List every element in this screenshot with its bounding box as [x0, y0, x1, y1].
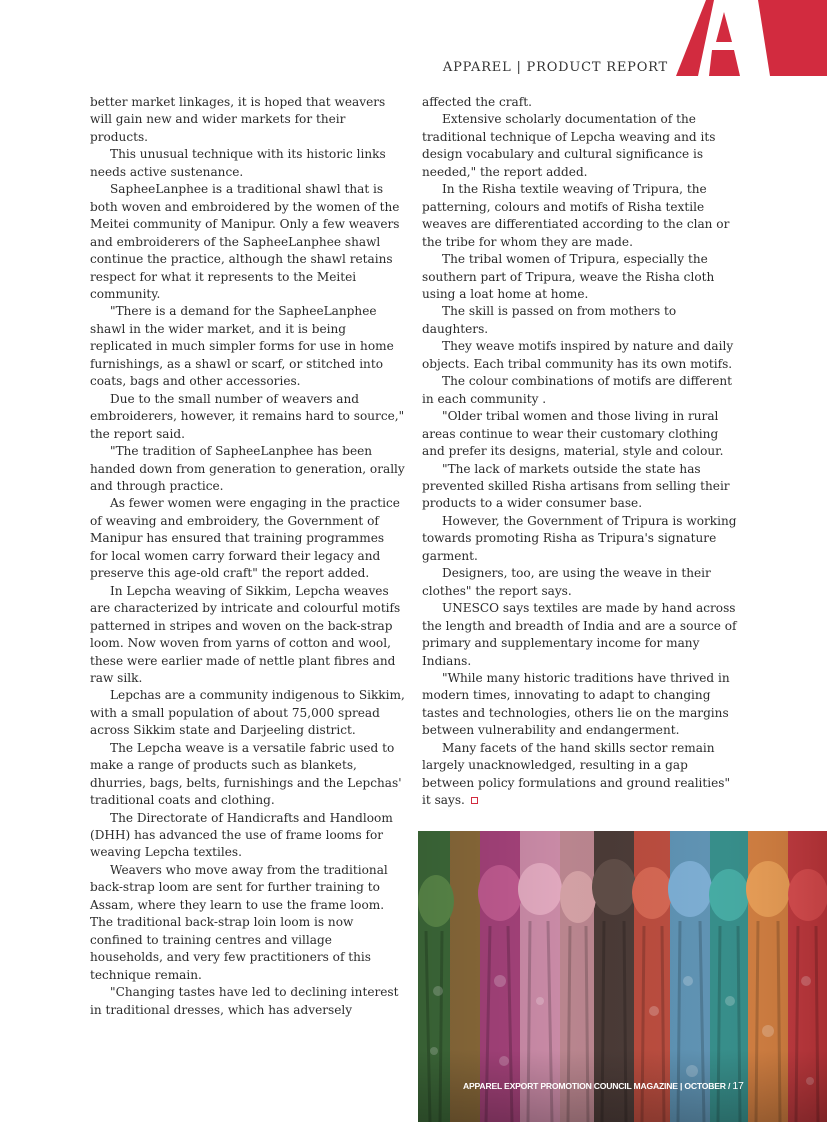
- footer-magazine-name: APPAREL EXPORT PROMOTION COUNCIL MAGAZINE | OCTOBER /: [463, 1081, 731, 1091]
- end-of-article-icon: [471, 797, 478, 804]
- paragraph: "The lack of markets outside the state has prevented skilled Risha artisans from selling their products to a wider consumer base.: [422, 461, 730, 511]
- paragraph: UNESCO says textiles are made by hand across the length and breadth of India and are a source of primary and supplementary income for many Indians.: [422, 601, 737, 668]
- paragraph: The skill is passed on from mothers to daughters.: [422, 304, 677, 336]
- paragraph-text: Many facets of the hand skills sector remain largely unacknowledged, resulting in a gap between policy formulations and ground realities" it says.: [422, 740, 731, 808]
- paragraph: SapheeLanphee is a traditional shawl that is both woven and embroidered by the women of the Meitei community of Manipur. Only a few weavers and embroiderers of the SapheeLanphee shawl continue the practice, although the shawl retains respect for what it represents to the Meitei community.: [90, 182, 400, 301]
- paragraph-last: [422, 740, 740, 810]
- paragraph: The colour combinations of motifs are different in each community .: [422, 374, 732, 406]
- paragraph: Designers, too, are using the weave in their clothes" the report says.: [422, 566, 711, 598]
- paragraph: They weave motifs inspired by nature and daily objects. Each tribal community has its own motifs.: [422, 339, 734, 371]
- scarves-photo: [418, 831, 827, 1122]
- paragraph: "The tradition of SapheeLanphee has been handed down from generation to generation, orally and through practice.: [90, 444, 405, 493]
- paragraph: However, the Government of Tripura is working towards promoting Risha as Tripura's signature garment.: [422, 513, 737, 563]
- article-column-left: [90, 94, 405, 1019]
- paragraph: "Changing tastes have led to declining interest in traditional dresses, which has adversely: [90, 985, 399, 1017]
- paragraph: Lepchas are a community indigenous to Sikkim, with a small population of about 75,000 spread across Sikkim state and Darjeeling district.: [90, 688, 405, 738]
- paragraph: Due to the small number of weavers and embroiderers, however, it remains hard to source," the report said.: [90, 391, 405, 441]
- paragraph: better market linkages, it is hoped that weavers will gain new and wider markets for their products.: [90, 95, 386, 144]
- paragraph: "Older tribal women and those living in rural areas continue to wear their customary clothing and prefer its designs, material, style and colour.: [422, 409, 724, 459]
- page-footer: [463, 1080, 743, 1092]
- paragraph: Weavers who move away from the traditional back-strap loom are sent for further training to Assam, where they learn to use the frame loom. The traditional back-strap loin loom is now confined to training centres and village households, and very few practitioners of this technique remain.: [90, 862, 388, 982]
- paragraph: As fewer women were engaging in the practice of weaving and embroidery, the Government of Manipur has ensured that training programmes for local women carry forward their legacy and preserve this age-old craft" the report added.: [90, 496, 400, 581]
- page-number: 17: [732, 1080, 744, 1092]
- paragraph: The Directorate of Handicrafts and Handloom (DHH) has advanced the use of frame looms for weaving Lepcha textiles.: [90, 810, 393, 860]
- paragraph: affected the craft.: [422, 95, 532, 109]
- magazine-logo: [676, 0, 827, 76]
- paragraph: In Lepcha weaving of Sikkim, Lepcha weaves are characterized by intricate and colourful motifs patterned in stripes and woven on the back-strap loom. Now woven from yarns of cotton and wool, these were earlier made of nettle plant fibres and raw silk.: [90, 583, 401, 685]
- paragraph: In the Risha textile weaving of Tripura, the patterning, colours and motifs of Risha textile weaves are differentiated according to the clan or the tribe for whom they are made.: [422, 182, 730, 249]
- paragraph: This unusual technique with its historic links needs active sustenance.: [90, 147, 386, 179]
- paragraph: The tribal women of Tripura, especially the southern part of Tripura, weave the Risha cloth using a loat home at home.: [422, 252, 715, 301]
- article-column-right: [422, 94, 740, 810]
- paragraph: "While many historic traditions have thrived in modern times, innovating to adapt to changing tastes and technologies, others lie on the margins between vulnerability and endangerment.: [422, 670, 730, 738]
- paragraph: The Lepcha weave is a versatile fabric used to make a range of products such as blankets, dhurries, bags, belts, furnishings and the Lepchas' traditional coats and clothing.: [90, 740, 402, 808]
- paragraph: Extensive scholarly documentation of the traditional technique of Lepcha weaving and its design vocabulary and cultural significance is needed," the report added.: [422, 112, 716, 179]
- paragraph: "There is a demand for the SapheeLanphee shawl in the wider market, and it is being replicated in much simpler forms for use in home furnishings, as a shawl or scarf, or stitched into coats, bags and other accessories.: [90, 304, 394, 389]
- section-header: APPAREL | PRODUCT REPORT: [442, 60, 668, 75]
